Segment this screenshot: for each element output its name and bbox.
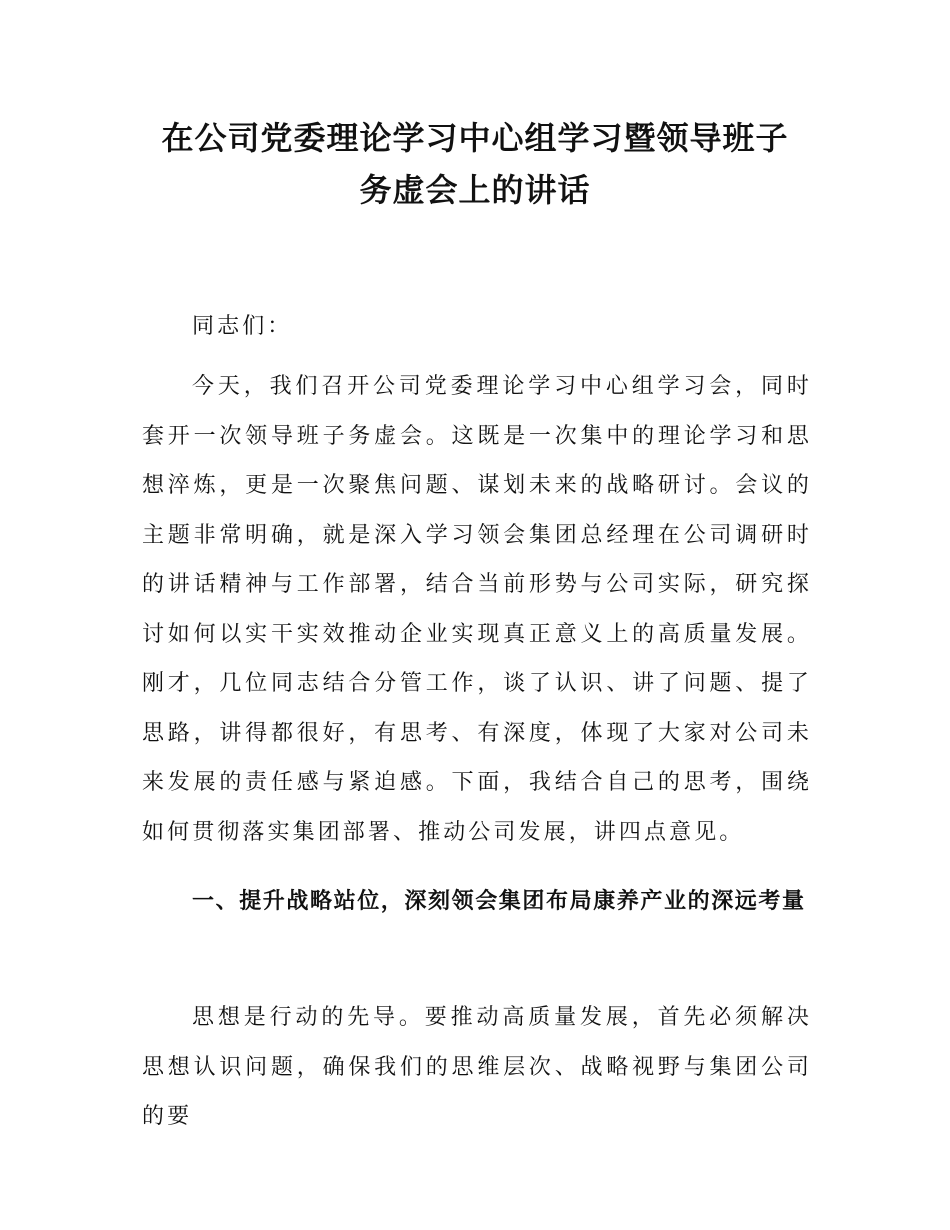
title-line-2: 务虚会上的讲话 [359,171,591,209]
section-1-heading: 一、提升战略站位，深刻领会集团布局康养产业的深远考量 [192,889,806,914]
intro-paragraph: 今天，我们召开公司党委理论学习中心组学习会，同时套开一次领导班子务虚会。这既是一次集中的理论学习和思想淬炼，更是一次聚焦问题、谋划未来的战略研讨。会议的主题非常明确，就是深入学习领会集团总经理在公司调研时的讲话精神与工作部署，结合当前形势与公司实际，研究探讨如何以实干实效推动企业实现真正意义上的高质量发展。刚才，几位同志结合分管工作，谈了认识、讲了问题、提了思路，讲得都很好，有思考、有深度，体现了大家对公司未来发展的责任感与紧迫感。下面，我结合自己的思考，围绕如何贯彻落实集团部署、推动公司发展，讲四点意见。 [142,374,812,845]
salutation: 同志们： [192,314,293,339]
section-1-paragraph: 思想是行动的先导。要推动高质量发展，首先必须解决思想认识问题，确保我们的思维层次、战略视野与集团公司的要 [142,1005,812,1129]
title-line-1: 在公司党委理论学习中心组学习暨领导班子 [161,119,789,157]
